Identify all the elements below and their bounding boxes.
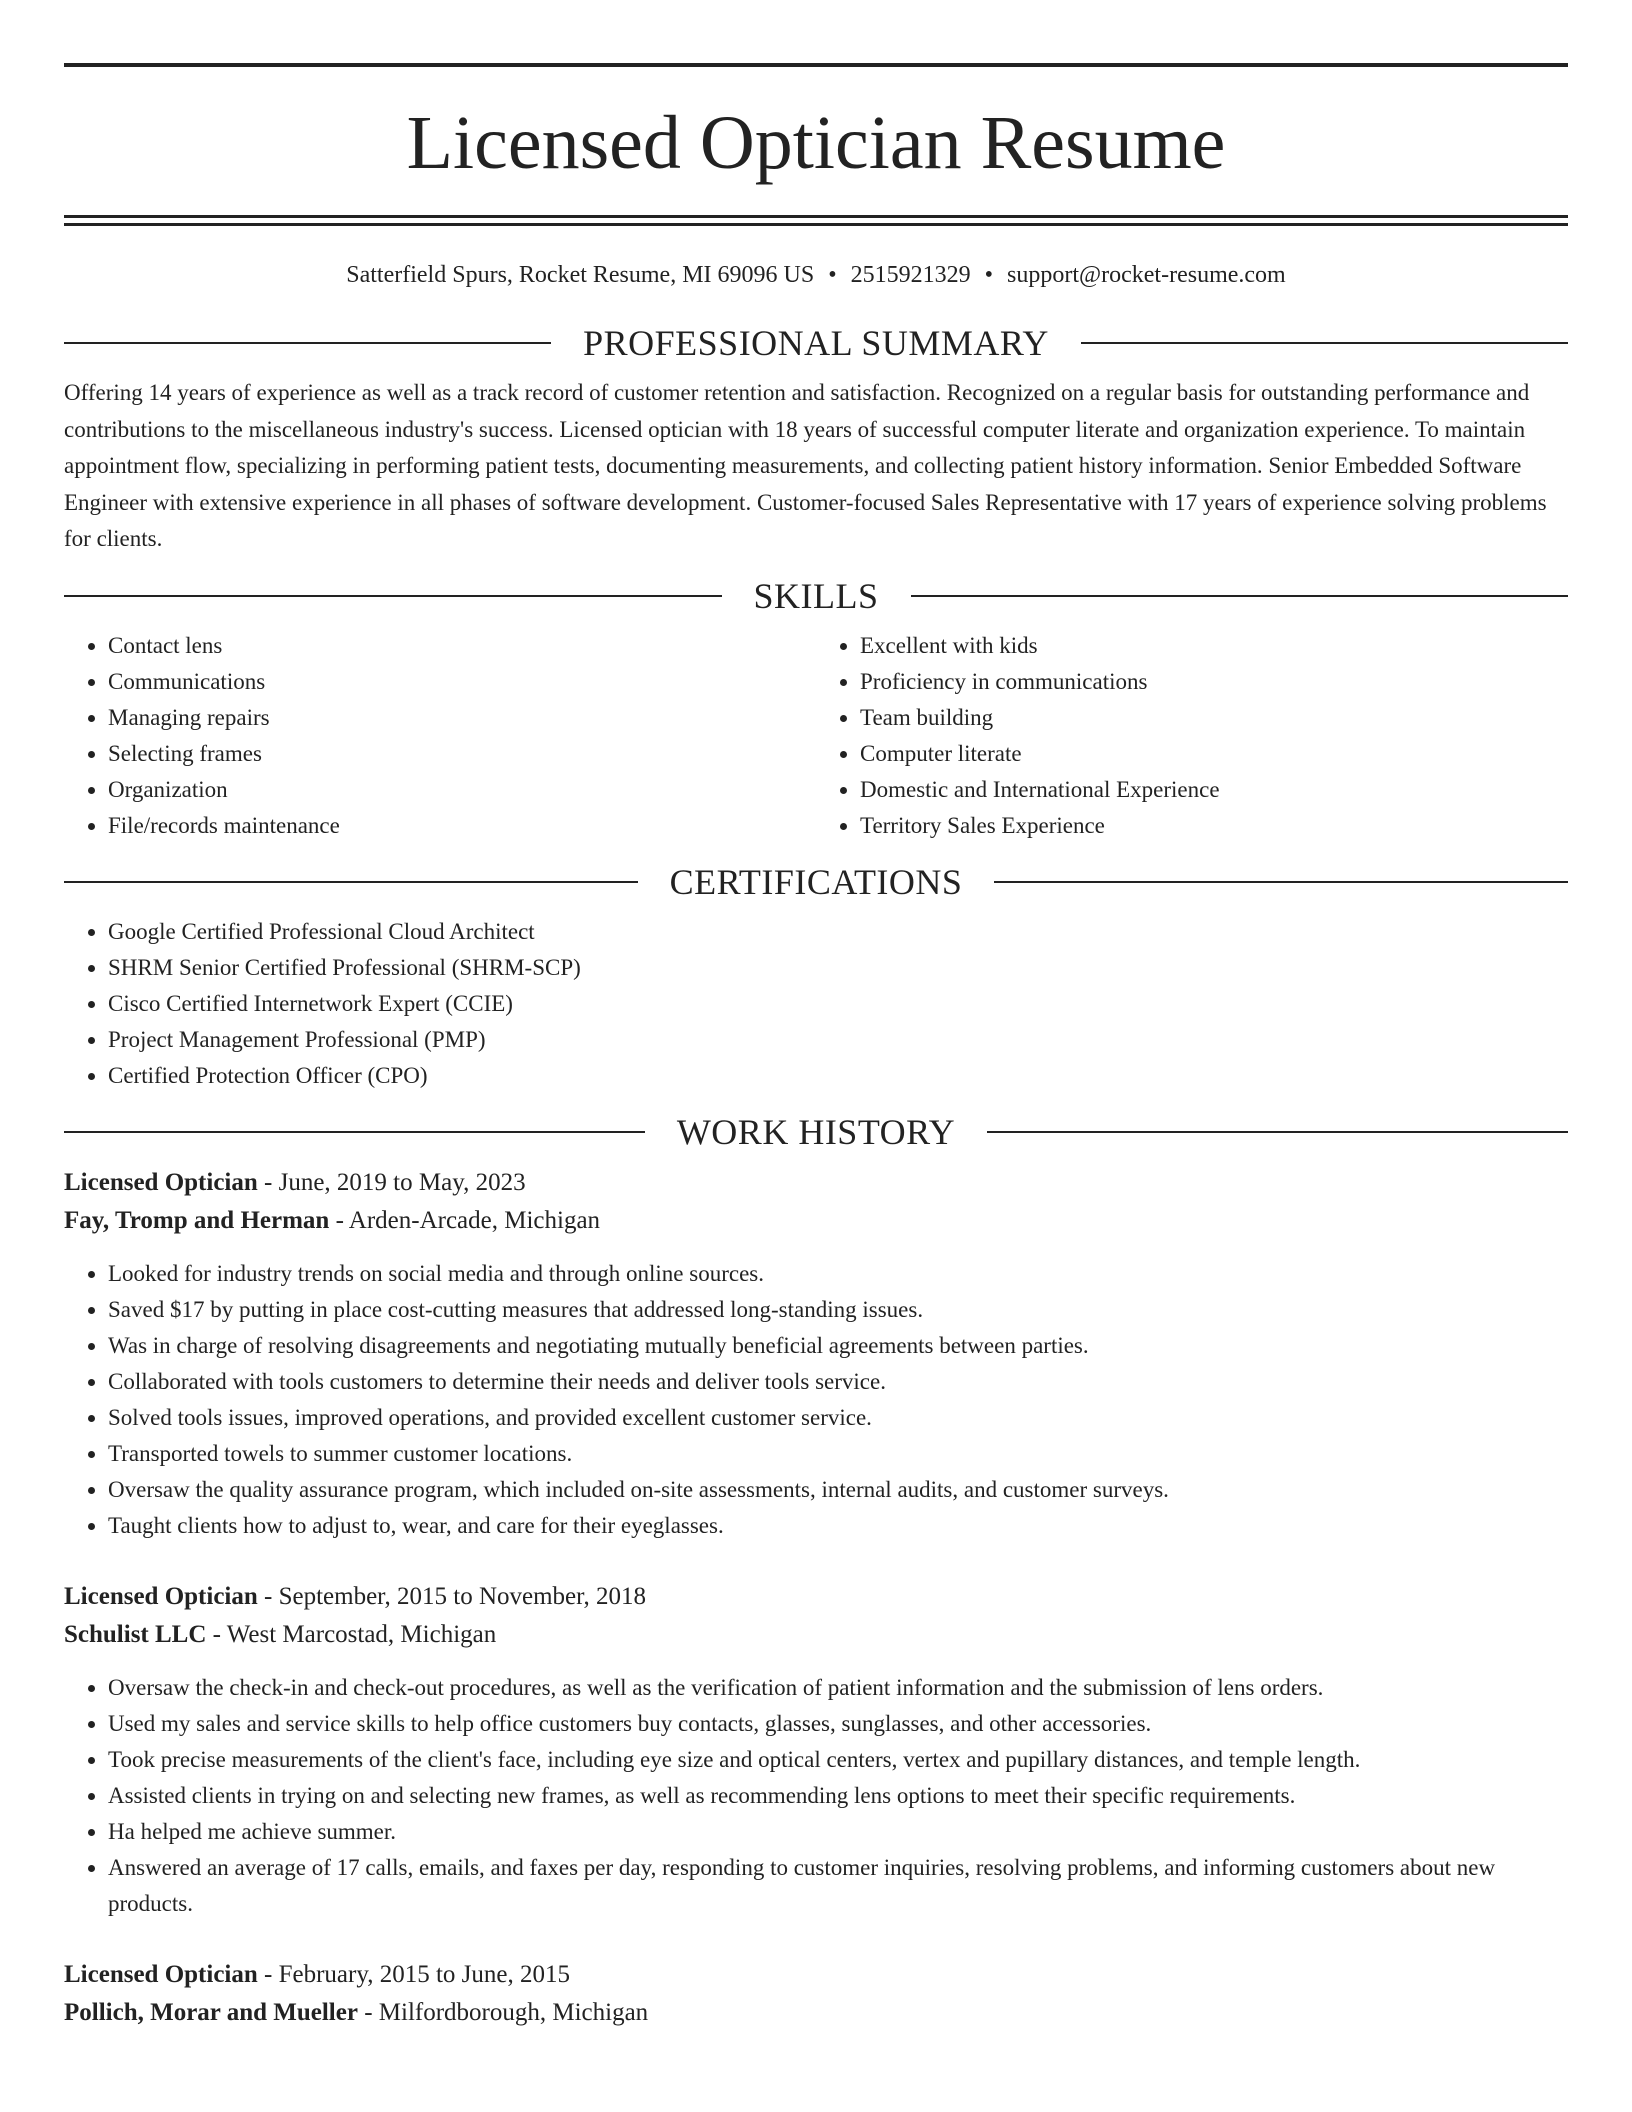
skill-item: • Organization [108, 772, 816, 808]
job-company-line: Fay, Tromp and Herman - Arden-Arcade, Michigan [64, 1206, 601, 1234]
certifications-section-header [64, 861, 1568, 902]
certification-item: • SHRM Senior Certified Professional (SHRM-SCP) [108, 950, 1568, 986]
job-bullet: • Oversaw the check-in and check-out procedures, as well as the verification of patient information and the submission of lens orders. [108, 1670, 1568, 1706]
job-dates: June, 2019 to May, 2023 [278, 1168, 526, 1196]
skill-item: • Computer literate [860, 736, 1568, 772]
certification-item: • Cisco Certified Internetwork Expert (CCIE) [108, 986, 1568, 1022]
job-title: Licensed Optician [64, 1960, 258, 1988]
job-bullet: • Took precise measurements of the client's face, including eye size and optical centers, vertex and pupillary distances, and temple length. [108, 1742, 1568, 1778]
certifications-heading: CERTIFICATIONS [669, 861, 963, 902]
certification-item: • Certified Protection Officer (CPO) [108, 1058, 1568, 1094]
work-heading: WORK HISTORY [676, 1111, 956, 1152]
skill-item: • Communications [108, 664, 816, 700]
certification-item: • Google Certified Professional Cloud Architect [108, 914, 1568, 950]
contact-address: Satterfield Spurs, Rocket Resume, MI 69096 US [346, 262, 815, 288]
divider-line [911, 595, 1569, 597]
job-bullet: • Used my sales and service skills to help office customers buy contacts, glasses, sunglasses, and other accessories. [108, 1706, 1568, 1742]
job-entry [64, 1164, 1568, 1544]
divider-line [64, 1131, 645, 1133]
contact-line [64, 263, 1568, 287]
job-dates: February, 2015 to June, 2015 [278, 1960, 570, 1988]
job-bullet: • Answered an average of 17 calls, emails, and faxes per day, responding to customer inquiries, resolving problems, and informing customers about new products. [108, 1850, 1568, 1922]
job-title-line: Licensed Optician - February, 2015 to June, 2015 [64, 1960, 570, 1988]
divider-line [1081, 342, 1568, 344]
job-company-line: Pollich, Morar and Mueller - Milfordborough, Michigan [64, 1998, 649, 2026]
summary-text: Offering 14 years of experience as well as a track record of customer retention and satisfaction. Recognized on a regular basis for outstanding performance and contributions to the miscellaneous industry's success. Licensed optician with 18 years of successful computer literate and organization experience. To maintain appointment flow, specializing in performing patient tests, documenting measurements, and collecting patient history information. Senior Embedded Software Engineer with extensive experience in all phases of software development. Customer-focused Sales Representative with 17 years of experience solving problems for clients. [64, 380, 1547, 551]
skill-item: • Team building [860, 700, 1568, 736]
job-bullet: • Looked for industry trends on social media and through online sources. [108, 1256, 1568, 1292]
certifications-list [64, 914, 1568, 1094]
contact-email: support@rocket-resume.com [1007, 262, 1286, 288]
contact-separator: • [828, 262, 837, 288]
skill-item: • Territory Sales Experience [860, 808, 1568, 844]
job-company: Schulist LLC [64, 1620, 207, 1648]
job-bullet: • Was in charge of resolving disagreements and negotiating mutually beneficial agreements between parties. [108, 1328, 1568, 1364]
job-company: Fay, Tromp and Herman [64, 1206, 330, 1234]
skills-heading: SKILLS [753, 575, 879, 616]
skill-item: • Contact lens [108, 628, 816, 664]
job-company: Pollich, Morar and Mueller [64, 1998, 358, 2026]
job-location: Arden-Arcade, Michigan [348, 1206, 601, 1234]
job-title-line: Licensed Optician - June, 2019 to May, 2023 [64, 1168, 526, 1196]
summary-heading: PROFESSIONAL SUMMARY [583, 323, 1049, 363]
job-bullet: • Taught clients how to adjust to, wear, and care for their eyeglasses. [108, 1508, 1568, 1544]
job-dates: September, 2015 to November, 2018 [278, 1582, 646, 1610]
resume-title: Licensed Optician Resume [406, 101, 1226, 185]
job-bullets [64, 1256, 1568, 1544]
divider-line [64, 342, 551, 344]
job-bullet: • Saved $17 by putting in place cost-cutting measures that addressed long-standing issues. [108, 1292, 1568, 1328]
job-title-line: Licensed Optician - September, 2015 to November, 2018 [64, 1582, 646, 1610]
contact-separator: • [984, 262, 994, 288]
job-entry [64, 1578, 1568, 1922]
skills-column-left [64, 628, 816, 844]
divider-line [987, 1131, 1568, 1133]
job-title: Licensed Optician [64, 1582, 258, 1610]
skill-item: • Managing repairs [108, 700, 816, 736]
skills-section-header [64, 575, 1568, 616]
job-location: Milfordborough, Michigan [378, 1998, 649, 2026]
skill-item: • File/records maintenance [108, 808, 816, 844]
top-rule [64, 63, 1568, 67]
job-title: Licensed Optician [64, 1168, 258, 1196]
job-bullet: • Assisted clients in trying on and selecting new frames, as well as recommending lens options to meet their specific requirements. [108, 1778, 1568, 1814]
certification-item: • Project Management Professional (PMP) [108, 1022, 1568, 1058]
job-bullet: • Collaborated with tools customers to determine their needs and deliver tools service. [108, 1364, 1568, 1400]
summary-section-header [64, 325, 1568, 361]
job-location: West Marcostad, Michigan [226, 1620, 497, 1648]
skill-item: • Excellent with kids [860, 628, 1568, 664]
job-entry [64, 1956, 1568, 2032]
work-section-header [64, 1111, 1568, 1152]
divider-line [64, 595, 722, 597]
divider-line [64, 881, 638, 883]
title-double-rule [64, 215, 1568, 226]
job-bullet: • Transported towels to summer customer locations. [108, 1436, 1568, 1472]
skill-item: • Domestic and International Experience [860, 772, 1568, 808]
divider-line [994, 881, 1568, 883]
skills-list [64, 628, 1568, 844]
job-company-line: Schulist LLC - West Marcostad, Michigan [64, 1620, 497, 1648]
job-bullet: • Oversaw the quality assurance program, which included on-site assessments, internal audits, and customer surveys. [108, 1472, 1568, 1508]
skills-column-right [816, 628, 1568, 844]
contact-phone: 2515921329 [850, 262, 971, 288]
job-bullet: • Solved tools issues, improved operations, and provided excellent customer service. [108, 1400, 1568, 1436]
skill-item: • Selecting frames [108, 736, 816, 772]
job-bullets [64, 1670, 1568, 1922]
job-bullet: • Ha helped me achieve summer. [108, 1814, 1568, 1850]
skill-item: • Proficiency in communications [860, 664, 1568, 700]
